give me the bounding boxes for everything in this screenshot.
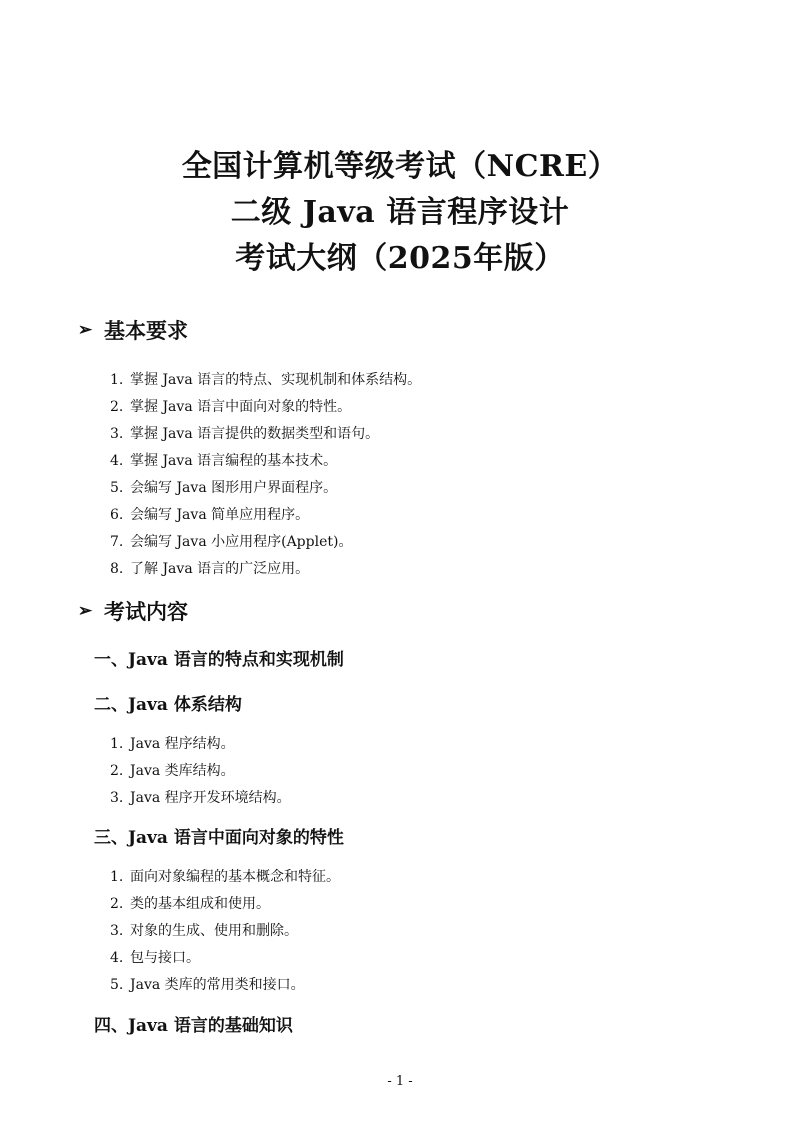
arrow-bullet-icon: ➢ [78, 601, 93, 621]
list-item: 1. Java 程序结构。 [110, 736, 235, 752]
list-item: 3. 掌握 Java 语言提供的数据类型和语句。 [110, 426, 380, 442]
list-item: 3. Java 程序开发环境结构。 [110, 790, 291, 806]
subsection-3-list [110, 864, 340, 999]
section-exam-content [78, 596, 188, 626]
list-item: 3. 对象的生成、使用和删除。 [110, 923, 298, 939]
document-title [0, 144, 800, 282]
list-item: 5. Java 类库的常用类和接口。 [110, 977, 305, 993]
section-heading: 基本要求 [104, 318, 188, 343]
list-item: 2. 类的基本组成和使用。 [110, 896, 270, 912]
list-item: 1. 面向对象编程的基本概念和特征。 [110, 869, 340, 885]
page-number: - 1 - [387, 1074, 413, 1089]
list-item: 2. Java 类库结构。 [110, 763, 235, 779]
list-item: 7. 会编写 Java 小应用程序(Applet)。 [110, 534, 353, 550]
title-line-2: 二级 Java 语言程序设计 [230, 195, 570, 230]
list-item: 4. 掌握 Java 语言编程的基本技术。 [110, 453, 338, 469]
list-item: 2. 掌握 Java 语言中面向对象的特性。 [110, 399, 352, 415]
list-item: 6. 会编写 Java 简单应用程序。 [110, 507, 310, 523]
subsection-heading-4: 四、Java 语言的基础知识 [94, 1016, 293, 1036]
subsection-2-list [110, 731, 291, 812]
subsection-heading-2: 二、Java 体系结构 [94, 695, 242, 715]
title-line-1: 全国计算机等级考试（NCRE） [181, 149, 619, 184]
arrow-bullet-icon: ➢ [78, 320, 93, 340]
section-heading: 考试内容 [104, 599, 188, 624]
list-item: 8. 了解 Java 语言的广泛应用。 [110, 561, 310, 577]
title-line-3: 考试大纲（2025年版） [235, 241, 565, 276]
subsection-heading-1: 一、Java 语言的特点和实现机制 [94, 650, 344, 670]
basic-requirements-list [110, 367, 421, 583]
list-item: 1. 掌握 Java 语言的特点、实现机制和体系结构。 [110, 372, 422, 388]
subsection-heading-3: 三、Java 语言中面向对象的特性 [94, 828, 344, 848]
section-basic-requirements [78, 315, 188, 345]
list-item: 4. 包与接口。 [110, 950, 200, 966]
list-item: 5. 会编写 Java 图形用户界面程序。 [110, 480, 338, 496]
